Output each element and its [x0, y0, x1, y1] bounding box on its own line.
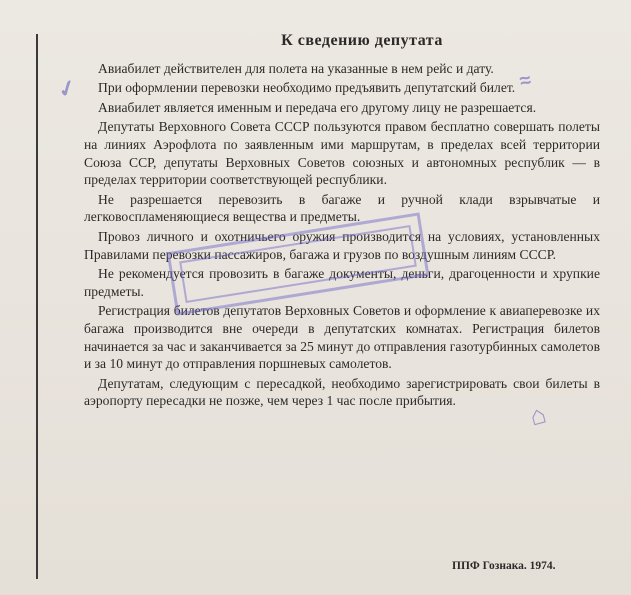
paragraph-transfer: Депутатам, следующим с пересадкой, необходимо зарегистрировать свои билеты в аэропорту пересадки не позже, чем через 1 час после прибытия.: [84, 375, 600, 409]
printer-imprint: ППФ Гознака. 1974.: [452, 560, 556, 572]
ink-stamp-fragment-left: ✓: [54, 73, 80, 104]
paragraph-free-flights: Депутаты Верховного Совета СССР пользуются правом бесплатно совершать полеты на линиях Аэрофлота по заявленным ими маршрутам, в пределах всей территории Союза ССР, депутаты Верховных Советов союзных и автономных республик — в пределах территории соответствующей республики.: [84, 119, 600, 188]
ink-stamp-fragment-top: ≈: [517, 69, 534, 93]
paragraph-prohibited-items: Не разрешается перевозить в багаже и ручной клади взрывчатые и легковоспламеняющиеся вещества и предметы.: [84, 191, 600, 225]
paragraph-valuables: Не рекомендуется провозить в багаже документы, деньги, драгоценности и хрупкие предметы.: [84, 266, 600, 299]
left-border-line: [36, 34, 38, 579]
paragraph-named-ticket: Авиабилет является именным и передача его другому лицу не разрешается.: [98, 99, 537, 115]
paragraph-weapons: Провоз личного и охотничьего оружия производится на условиях, установленных Правилами перевозки пассажиров, багажа и грузов по воздушным линиям СССР.: [84, 228, 600, 262]
paragraph-deputy-card: При оформлении перевозки необходимо предъявить депутатский билет.: [98, 80, 516, 96]
notice-title: К сведению депутата: [281, 32, 443, 49]
paragraph-validity: Авиабилет действителен для полета на указанные в нем рейс и дату.: [98, 60, 494, 76]
paragraph-registration: Регистрация билетов депутатов Верховных Советов и оформление к авиаперевозке их багажа производится вне очереди в депутатских комнатах. Регистрация билетов начинается за час и заканчивается за 25 минут до отправления газотурбинных самолетов и за 10 минут до отправления поршневых самолетов.: [84, 303, 600, 372]
ink-stamp-fragment-right: ⌂: [526, 398, 550, 432]
